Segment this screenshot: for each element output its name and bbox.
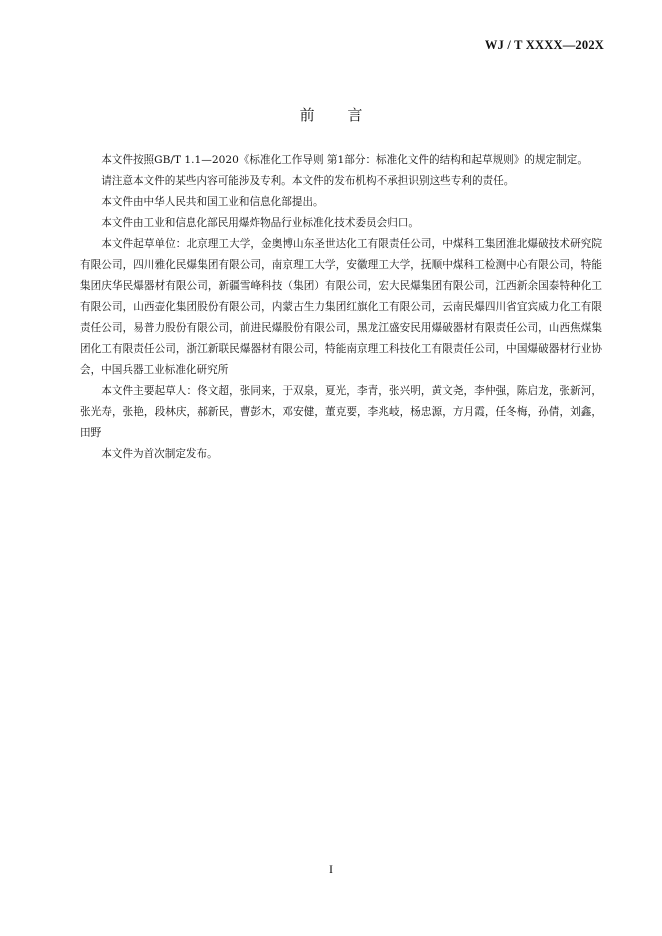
paragraph-drafting-rules: 本文件按照GB/T 1.1—2020《标准化工作导则 第1部分：标准化文件的结构和起草规则》的规定制定。 [101,154,588,166]
paragraph-proposer: 本文件由中华人民共和国工业和信息化部提出。 [101,196,324,208]
paragraph-administrator: 本文件由工业和信息化部民用爆炸物品行业标准化技术委员会归口。 [101,217,419,229]
preface-body [80,150,602,465]
page-number: I [329,862,333,876]
paragraph-patent-notice: 请注意本文件的某些内容可能涉及专利。本文件的发布机构不承担识别这些专利的责任。 [101,175,515,187]
document-code: WJ / T XXXX—202X [484,38,604,52]
paragraph-drafting-units: 本文件起草单位：北京理工大学，金奥博山东圣世达化工有限责任公司，中煤科工集团淮北爆破技术研究院有限公司，四川雅化民爆集团有限公司，南京理工大学，安徽理工大学，抚顺中煤科工检测中心有限公司，特能集团庆华民爆器材有限公司，新疆雪峰科技（集团）有限公司，宏大民爆集团有限公司，江西新余国泰特种化工有限公司，山西壶化集团股份有限公司，内蒙古生力集团红旗化工有限公司，云南民爆四川省宜宾威力化工有限责任公司，易普力股份有限公司，前进民爆股份有限公司，黑龙江盛安民用爆破器材有限责任公司，山西焦煤集团化工有限责任公司，浙江新联民爆器材有限公司，特能南京理工科技化工有限责任公司，中国爆破器材行业协会，中国兵器工业标准化研究所 [80,238,602,376]
paragraph-drafters: 本文件主要起草人：佟文超，张同来，于双泉，夏光，李青，张兴明，黄文尧，李仲强，陈启龙，张新河，张光寿，张艳，段林庆，郝新民，曹彭木，邓安健，董克要，李兆岐，杨忠源，方月霞，任冬梅，孙倩，刘鑫，田野 [80,385,602,439]
paragraph-first-release: 本文件为首次制定发布。 [101,448,218,460]
section-title: 前 言 [299,106,377,124]
